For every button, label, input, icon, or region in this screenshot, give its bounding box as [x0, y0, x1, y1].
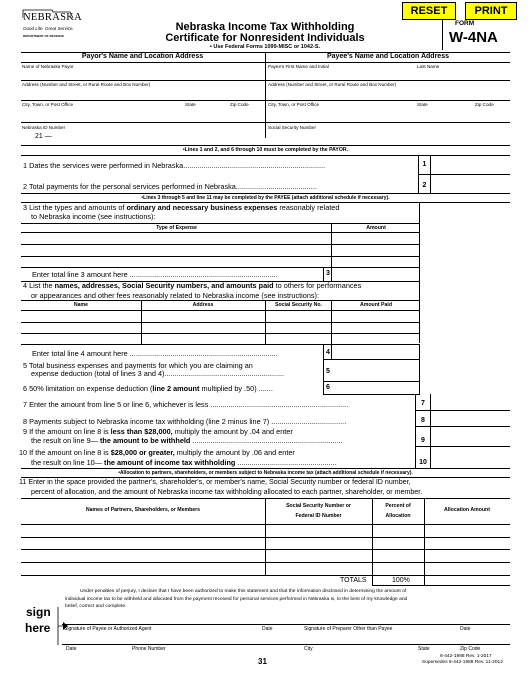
line-4-col-amount: Amount Paid: [360, 302, 392, 308]
line-11-col-names: Names of Partners, Shareholders, or Members: [85, 507, 201, 513]
line-9-text-a: [23, 427, 293, 436]
line-3-total-input[interactable]: [333, 268, 418, 280]
form-number-box: [442, 20, 512, 50]
allocation-row-2[interactable]: [22, 538, 508, 548]
zip-label: Zip Code: [460, 646, 481, 652]
sign-label: sign: [26, 605, 51, 619]
line-10-post: multiply the amount by .06 and enter: [174, 448, 295, 457]
payee-last-name-label: Last Name: [417, 64, 440, 69]
line-3-text-b: to Nebraska income (see instructions):: [31, 212, 156, 221]
line-1-number: 1: [422, 161, 427, 168]
perjury-line-2: individual income tax to be withheld and allocated from the payment received for personal services performed in Nebraska is, to the best of my knowledge and: [65, 596, 408, 602]
logo-tagline: Good Life. Great Service.: [23, 26, 74, 31]
payor-city-input[interactable]: [22, 108, 262, 116]
line-3-text-a: [23, 203, 339, 212]
payee-section-header: Payee's Name and Location Address: [326, 53, 449, 60]
line-4-total-input[interactable]: [333, 345, 418, 358]
payee-city-label: City, Town, or Post Office: [268, 102, 320, 107]
payor-address-label: Address (Number and Street, or Rural Route and Box Number): [22, 82, 151, 87]
line-11-col-pct-b: Allocation: [385, 513, 411, 519]
line-6-pre: 6 50% limitation on expense deduction (: [23, 384, 153, 393]
line-3-post: reasonably related: [277, 203, 340, 212]
date2-label: Date: [460, 626, 471, 632]
allocation-banner: •Allocation to partners, shareholders, or members subject to Nebraska income tax (attach additional schedule if necessary).: [118, 470, 413, 476]
line-7-input[interactable]: [431, 395, 509, 408]
line-4-col-ssn: Social Security No.: [275, 302, 322, 308]
line-9-number: 9: [421, 437, 425, 444]
allocation-row-1[interactable]: [22, 525, 508, 536]
line-9-bold-a: less than $28,000,: [110, 427, 173, 436]
line-11-col-pct-a: Percent of: [385, 503, 411, 509]
line-8-text: 8 Payments subject to Nebraska income tax withholding (line 2 minus line 7) .....................................: [23, 417, 347, 426]
preparer-signature-input[interactable]: [305, 611, 455, 623]
phone-input[interactable]: [132, 633, 292, 643]
line-6-post: multiplied by .50) .......: [199, 384, 273, 393]
payor-zip-label: Zip Code: [230, 102, 249, 107]
line-3-pre: 3 List the types and amounts of: [23, 203, 127, 212]
line-6-input[interactable]: [333, 382, 418, 393]
logo-name: NEBRASKA: [23, 12, 82, 23]
line-1-input[interactable]: [431, 157, 509, 173]
zip-input[interactable]: [458, 633, 510, 643]
line-4-col-address: Address: [192, 302, 214, 308]
payor-name-input[interactable]: [22, 70, 262, 78]
line-5-text-a: 5 Total business expenses and payments for which you are claiming an: [23, 361, 253, 370]
line-4-total-label: Enter total line 4 amount here .........................................................................: [32, 349, 278, 358]
line-10-bold-a: $28,000 or greater,: [110, 448, 175, 457]
state-label: State: [418, 646, 430, 652]
line-9-post: multiply the amount by .04 and enter: [172, 427, 293, 436]
line-9-pre: 9 If the amount on line 8 is: [23, 427, 111, 436]
totals-amount-input[interactable]: [425, 576, 509, 585]
nebraska-id-input[interactable]: [52, 132, 252, 141]
line-5-input[interactable]: [333, 360, 418, 380]
form-title-line1: Nebraska Income Tax Withholding: [175, 21, 355, 33]
payee-zip-label: Zip Code: [475, 102, 494, 107]
print-button[interactable]: PRINT: [465, 2, 517, 20]
preparer-signature-label: Signature of Preparer Other than Payee: [304, 626, 393, 632]
line-7-number: 7: [421, 400, 425, 407]
line-4-row-1[interactable]: [22, 311, 418, 321]
line-2-number: 2: [422, 182, 427, 189]
reset-button[interactable]: RESET: [402, 2, 456, 20]
line-11-col-ssn-a: Social Security Number or: [286, 503, 351, 509]
line-9-pre-b: the result on line 9—: [31, 436, 100, 445]
city-input[interactable]: [305, 633, 405, 643]
perjury-statement: [65, 588, 505, 611]
form-title-line2: Certificate for Nonresident Individuals: [165, 32, 365, 44]
line-6-number: 6: [326, 384, 330, 391]
payor-state-label: State: [185, 102, 196, 107]
payee-instructions-banner: •Lines 3 through 5 and line 11 may be completed by the PAYEE (attach additional schedule if necessary).: [141, 195, 390, 201]
payor-address-input[interactable]: [22, 88, 262, 96]
allocation-row-3[interactable]: [22, 550, 508, 561]
payee-address-label: Address (Number and Street, or Rural Route and Box Number): [268, 82, 397, 87]
line-10-text-b: [31, 458, 413, 467]
line-4-post: to others for performances: [273, 281, 362, 290]
line-3-number: 3: [326, 270, 330, 277]
line-4-number: 4: [326, 349, 330, 356]
line-4-col-name: Name: [73, 302, 89, 308]
line-4-bold: names, addresses, Social Security numbers, and amounts paid: [54, 281, 274, 290]
line-11-text-b: percent of allocation, and the amount of Nebraska income tax withholding allocated to each partner, shareholder, or member.: [31, 488, 423, 496]
here-label: here: [25, 621, 51, 635]
line-4-text-a: [23, 281, 361, 290]
line-8-input[interactable]: [431, 411, 509, 425]
line-11-col-amount: Allocation Amount: [444, 507, 490, 513]
revision-line-1: 8-442-1988 Rev. 1-2017: [440, 654, 492, 659]
line-2-label: 2 Total payments for the personal services performed in Nebraska........................................: [23, 182, 317, 191]
payor-instructions-banner: •Lines 1 and 2, and 6 through 10 must be completed by the PAYOR.: [182, 147, 349, 153]
date1-input[interactable]: [262, 611, 298, 623]
page-number: 31: [258, 657, 267, 666]
phone-label: Phone Number: [132, 646, 166, 652]
form-label: FORM: [455, 20, 475, 27]
line-10-bold-b: the amount of income tax withholding: [104, 458, 236, 467]
line-10-post-b: .................................................: [235, 458, 337, 467]
line-5-text-b: expense deduction (total of lines 3 and 4)...........................................................: [31, 369, 285, 378]
line-4-pre: 4 List the: [23, 281, 55, 290]
date1-label: Date: [262, 626, 273, 632]
nebraska-logo: [22, 9, 82, 39]
date3-label: Date: [66, 646, 77, 652]
city-label: City: [304, 646, 313, 652]
ssn-input[interactable]: [268, 131, 508, 139]
line-11-col-ssn-b: Federal ID Number: [295, 513, 342, 519]
allocation-row-4[interactable]: [22, 563, 508, 574]
payee-address-input[interactable]: [268, 88, 508, 96]
line-10-number: 10: [419, 459, 427, 466]
perjury-line-1: Under penalties of perjury, I declare that I have been authorized to make this statement and that the information disclosed in determining the amount of: [80, 589, 407, 594]
line-3-row-1[interactable]: [22, 233, 418, 243]
payee-state-label: State: [417, 102, 428, 107]
line-3-col-type: Type of Expense: [156, 225, 197, 231]
line-6-bold: line 2 amount: [152, 384, 200, 393]
line-5-number: 5: [326, 368, 330, 375]
line-10-pre: 10 If the amount on line 8 is: [19, 448, 111, 457]
nebraska-id-prefix: 21 —: [35, 133, 52, 140]
payee-signature-label: Signature of Payee or Authorized Agent: [64, 626, 152, 632]
payor-section-header: Payor's Name and Location Address: [81, 53, 204, 60]
payee-name-input[interactable]: [268, 70, 508, 78]
form-subtitle: • Use Federal Forms 1099-MISC or 1042-S.: [209, 44, 321, 50]
perjury-line-3: belief, correct and complete.: [65, 604, 127, 610]
logo-dept: DEPARTMENT OF REVENUE: [23, 34, 64, 38]
payee-first-name-label: Payee's First Name and Initial: [268, 64, 329, 69]
state-input[interactable]: [418, 633, 448, 643]
line-3-row-2[interactable]: [22, 245, 418, 255]
payor-city-label: City, Town, or Post Office: [22, 102, 74, 107]
nebraska-id-label: Nebraska ID Number: [22, 125, 66, 130]
line-4-row-2[interactable]: [22, 323, 418, 332]
line-9-bold-b: the amount to be withheld: [99, 436, 191, 445]
line-4-text-b: or appearances and other fees reasonably related to Nebraska income (see instructions):: [31, 291, 319, 300]
date3-input[interactable]: [66, 633, 126, 643]
ssn-label: Social Security Number: [268, 125, 316, 130]
line-9-post-b: ..........................................................................: [190, 436, 343, 445]
line-9-input[interactable]: [431, 427, 509, 445]
payee-city-input[interactable]: [268, 108, 508, 116]
line-11-text-a: 11 Enter in the space provided the partner's, shareholder's, or member's name, Social Security number or federal ID number,: [19, 478, 411, 486]
line-10-pre-b: the result on line 10—: [31, 458, 105, 467]
line-3-row-3[interactable]: [22, 257, 418, 267]
line-9-text-b: [31, 436, 413, 445]
line-10-text-a: [19, 448, 295, 457]
line-2-input[interactable]: [431, 177, 509, 192]
form-number: W-4NA: [449, 29, 498, 46]
date2-input[interactable]: [458, 611, 510, 623]
line-3-col-amount: Amount: [366, 225, 386, 231]
line-7-text: 7 Enter the amount from line 5 or line 6, whichever is less ....................................................................: [23, 400, 349, 409]
line-1-label: 1 Dates the services were performed in Nebraska......................................................................: [23, 161, 326, 170]
line-6-text: [23, 384, 273, 393]
totals-percent: 100%: [392, 577, 410, 584]
payor-name-label: Name of Nebraska Payor: [22, 64, 74, 69]
line-3-total-label: Enter total line 3 amount here .........................................................................: [32, 270, 278, 279]
totals-label: TOTALS: [340, 577, 367, 584]
line-10-input[interactable]: [431, 447, 509, 467]
line-8-number: 8: [421, 417, 425, 424]
revision-line-2: Supersedes 8-442-1988 Rev. 11-2012: [422, 660, 503, 665]
line-4-row-3[interactable]: [22, 334, 418, 343]
line-3-bold: ordinary and necessary business expenses: [126, 203, 278, 212]
